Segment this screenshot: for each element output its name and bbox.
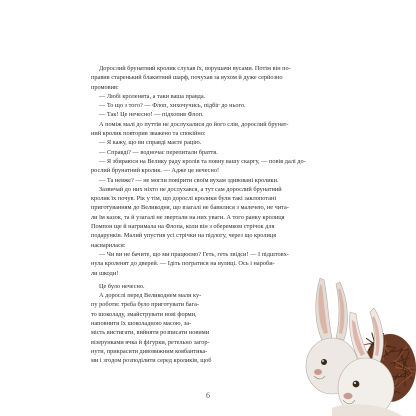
page-number: 6 [206,391,210,400]
text-line: — Та невже? — не могли повірити своїм вухам здивовані кролики. [99,176,279,184]
text-line: приготуванням до Великодня, що взагалі не бавилися з малечею, не чита- [91,204,289,212]
text-line: правив старенький блакитний шарф, почухав за вухом й дуже серйозно [91,74,283,82]
text-line: ли їм казок, та й узагалі не звертали на них уваги. А того ранку кролиця [91,213,285,221]
text-line: подарунків. Малий упустив усі стрічки на підлогу, через що кролиця [91,232,277,240]
text-line: Помпон ще й нагримала на Флопа, коли він з оберемком стрічок для [91,223,275,231]
text-line: нула кроленят до дверей. — Ідіть погратися на вулиці. Ось і нароби- [91,260,275,268]
text-line: мість вистигати, вийняти розписати новими [91,329,210,337]
text-line: насварилася: [91,241,126,249]
text-line: — Чи ви не бачите, що ми працюємо? Геть, геть звідси! — І підштовх- [99,250,289,258]
text-line: нути, прикрасити дивовижним ковбантика- [91,347,208,355]
text-line: пу роботи: треба було приготувати бага- [91,301,200,309]
text-line: наповнити їх шоколадною масою, за- [91,320,192,328]
text-line: Це було нечесно. [99,282,145,290]
text-line: кролик їх почув. Рік у тім, що дорослі кролики були такі заклопотані [91,195,277,203]
text-line: то шоколаду, змайструвати нові форми, [91,310,197,318]
text-line: ний кролик повторив зважено та спокійно: [91,130,206,138]
text-line: — Я кажу, що ви справді маєте рацію. [99,139,202,147]
text-line: — Любі кроленята, а таки ваша правда. [99,92,206,100]
text-line: — Справді? — водночас перепитали браття. [99,148,218,156]
text-line: Дорослий брунатний кролик слухав їх, ворушачи вусами. Потім він по- [99,65,291,72]
text-line: — Так! Це нечесно! — підхопив Флоп. [99,111,204,119]
text-line: Зазвичай до них ніхто не дослухався, а тут сам дорослий брунатний [99,185,282,193]
text-line: візерунками ячка й фігурки, ретельно загор- [91,338,210,346]
text-line: промовив: [91,83,119,91]
text-line: рослий брунатний кролик. — Адже це нечесно! [91,167,220,175]
text-line: — Я збираюся на Велику раду кролів та повну вашу скаргу, — повів далі до- [99,157,306,165]
text-line: А дорослі перед Великоднем мали ку- [99,292,202,300]
text-line: ми і згодом розподілити серед кроликів, щоб [91,357,212,365]
text-line: — То що з того? — Флоп, хихочучись, підбіг до нього. [99,102,246,110]
text-line: А поміж малі до путтів не дослухалися до його слів, дорослий брунат- [99,120,289,128]
text-line: ли шкоди! [91,269,119,277]
